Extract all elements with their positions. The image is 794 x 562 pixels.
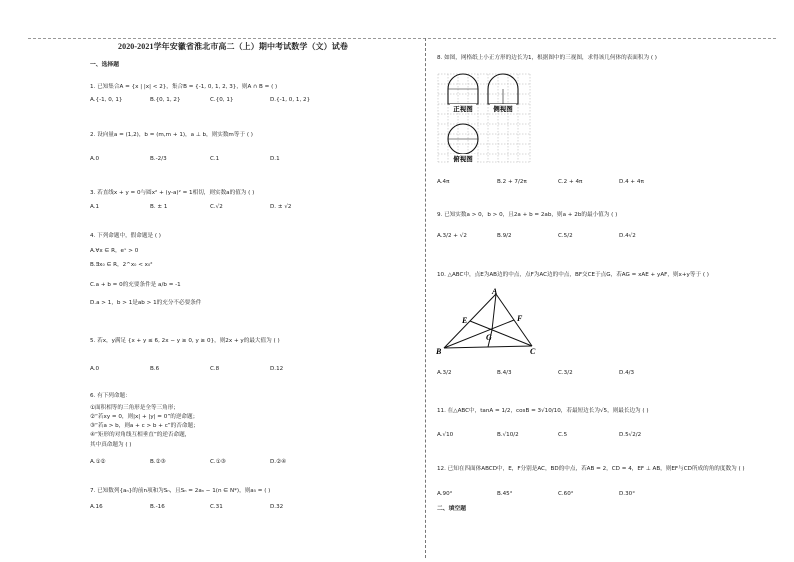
- q6-statement-2: ②“若xy = 0，则|x| + |y| = 0”的逆命题；: [90, 414, 199, 420]
- q8-option-b[interactable]: B.2 + 7/2π: [497, 179, 527, 185]
- side-view-label: 侧视图: [493, 106, 513, 113]
- section-heading-fill-blank: 二、填空题: [437, 506, 466, 512]
- vertex-b-label: B: [436, 347, 442, 356]
- q5-option-d[interactable]: D.12: [270, 366, 284, 372]
- question-12-stem: 12. 已知在四面体ABCD中，E，F分别是AC，BD的中点，若AB = 2，CD = 4，EF ⊥ AB，则EF与CD所成的角的度数为 ( ): [437, 466, 745, 472]
- q8-option-d[interactable]: D.4 + 4π: [619, 179, 644, 185]
- q6-option-d[interactable]: D.②④: [270, 459, 287, 465]
- q3-option-b[interactable]: B. ± 1: [150, 204, 168, 210]
- q4-option-d[interactable]: D.a > 1，b > 1是ab > 1的充分不必要条件: [90, 300, 202, 306]
- point-g-label: G: [486, 333, 492, 342]
- q7-option-b[interactable]: B.-16: [150, 504, 165, 510]
- q11-option-c[interactable]: C.5: [558, 432, 568, 438]
- question-4-stem: 4. 下列命题中，假命题是 ( ): [90, 233, 161, 239]
- vertex-a-label: A: [492, 287, 498, 296]
- question-10-stem: 10. △ABC中，点E为AB边的中点，点F为AC边的中点，BF交CE于点G，若AG = xAE + yAF，则x+y等于 ( ): [437, 272, 709, 278]
- q1-option-d[interactable]: D.{-1, 0, 1, 2}: [270, 97, 311, 103]
- q1-option-a[interactable]: A.{-1, 0, 1}: [90, 97, 123, 103]
- q5-option-c[interactable]: C.8: [210, 366, 220, 372]
- section-heading-choice: 一、选择题: [90, 62, 119, 68]
- q12-option-c[interactable]: C.60°: [558, 491, 574, 497]
- question-1-stem: 1. 已知集合A = {x | |x| < 2}，集合B = {-1, 0, 1, 2, 3}，则A ∩ B = ( ): [90, 84, 278, 90]
- q7-option-c[interactable]: C.31: [210, 504, 223, 510]
- q4-option-b[interactable]: B.∃x₀ ∈ R，2^x₀ < x₀²: [90, 262, 153, 268]
- question-2-stem: 2. 设向量a = (1,2)，b = (m,m + 1)，a ⊥ b，则实数m等于 ( ): [90, 132, 253, 138]
- top-view-label: 俯视图: [453, 156, 473, 163]
- q9-option-a[interactable]: A.3/2 + √2: [437, 233, 467, 239]
- point-e-label: E: [462, 316, 468, 325]
- question-11-stem: 11. 在△ABC中，tanA = 1/2，cosB = 3√10/10，若最短边长为√5，则最长边为 ( ): [437, 408, 649, 414]
- q11-option-b[interactable]: B.√10/2: [497, 432, 519, 438]
- q6-option-a[interactable]: A.①②: [90, 459, 106, 465]
- question-5-stem: 5. 若x，y满足 {x + y ≤ 6, 2x − y ≥ 0, y ≥ 0}，则2x + y的最大值为 ( ): [90, 338, 280, 344]
- triangle-figure: [436, 286, 540, 356]
- q8-option-a[interactable]: A.4π: [437, 179, 450, 185]
- q6-statement-4: ④“矩形的对角线互相垂直”的逆否命题，: [90, 432, 191, 438]
- q3-option-a[interactable]: A.1: [90, 204, 100, 210]
- q7-option-d[interactable]: D.32: [270, 504, 284, 510]
- q2-option-d[interactable]: D.1: [270, 156, 280, 162]
- q9-option-c[interactable]: C.5/2: [558, 233, 573, 239]
- q12-option-b[interactable]: B.45°: [497, 491, 513, 497]
- point-f-label: F: [517, 314, 523, 323]
- three-view-figure: [436, 72, 532, 164]
- q3-option-c[interactable]: C.√2: [210, 204, 223, 210]
- q1-option-b[interactable]: B.{0, 1, 2}: [150, 97, 181, 103]
- q12-option-a[interactable]: A.90°: [437, 491, 453, 497]
- q1-option-c[interactable]: C.{0, 1}: [210, 97, 234, 103]
- q6-statement-3: ③“若a > b，则a + c > b + c”的否命题；: [90, 423, 199, 429]
- question-3-stem: 3. 若直线x + y = 0与圆x² + (y-a)² = 1相切，则实数a的值为 ( ): [90, 190, 255, 196]
- q8-option-c[interactable]: C.2 + 4π: [558, 179, 583, 185]
- paper-title: 2020-2021学年安徽省淮北市高二（上）期中考试数学（文）试卷: [118, 42, 348, 51]
- q2-option-b[interactable]: B.-2/3: [150, 156, 167, 162]
- q9-option-d[interactable]: D.4√2: [619, 233, 636, 239]
- q10-option-c[interactable]: C.3/2: [558, 370, 573, 376]
- q7-option-a[interactable]: A.16: [90, 504, 103, 510]
- question-9-stem: 9. 已知实数a > 0，b > 0，且2a + b = 2ab，则a + 2b的最小值为 ( ): [437, 212, 618, 218]
- page-top-border: [28, 38, 776, 559]
- q2-option-c[interactable]: C.1: [210, 156, 220, 162]
- q6-prompt: 其中真命题为 ( ): [90, 442, 132, 448]
- question-6-stem: 6. 有下列命题：: [90, 393, 131, 399]
- vertex-c-label: C: [530, 347, 536, 356]
- front-view-label: 正视图: [453, 106, 473, 113]
- q5-option-b[interactable]: B.6: [150, 366, 160, 372]
- q3-option-d[interactable]: D. ± √2: [270, 204, 292, 210]
- q11-option-a[interactable]: A.√10: [437, 432, 454, 438]
- column-divider: [425, 38, 426, 558]
- q4-option-a[interactable]: A.∀x ∈ R，eˣ > 0: [90, 248, 139, 254]
- q12-option-d[interactable]: D.30°: [619, 491, 636, 497]
- question-7-stem: 7. 已知数列{aₙ}的前n项和为Sₙ，且Sₙ = 2aₙ − 1(n ∈ N*)，则a₅ = ( ): [90, 488, 271, 494]
- q2-option-a[interactable]: A.0: [90, 156, 100, 162]
- segment-ag: [492, 294, 496, 330]
- q10-option-d[interactable]: D.4/3: [619, 370, 635, 376]
- q5-option-a[interactable]: A.0: [90, 366, 100, 372]
- q10-option-b[interactable]: B.4/3: [497, 370, 512, 376]
- q9-option-b[interactable]: B.9/2: [497, 233, 512, 239]
- question-8-stem: 8. 如图，网格纸上小正方形的边长为1，根据图中的三视图，求得该几何体的表面积为 ( ): [437, 55, 657, 61]
- q10-option-a[interactable]: A.3/2: [437, 370, 452, 376]
- q6-option-b[interactable]: B.②③: [150, 459, 166, 465]
- q11-option-d[interactable]: D.5√2/2: [619, 432, 642, 438]
- q6-option-c[interactable]: C.①③: [210, 459, 226, 465]
- q6-statement-1: ①面积相等的三角形是全等三角形；: [90, 405, 179, 411]
- q4-option-c[interactable]: C.a + b = 0的充要条件是 a/b = -1: [90, 282, 181, 288]
